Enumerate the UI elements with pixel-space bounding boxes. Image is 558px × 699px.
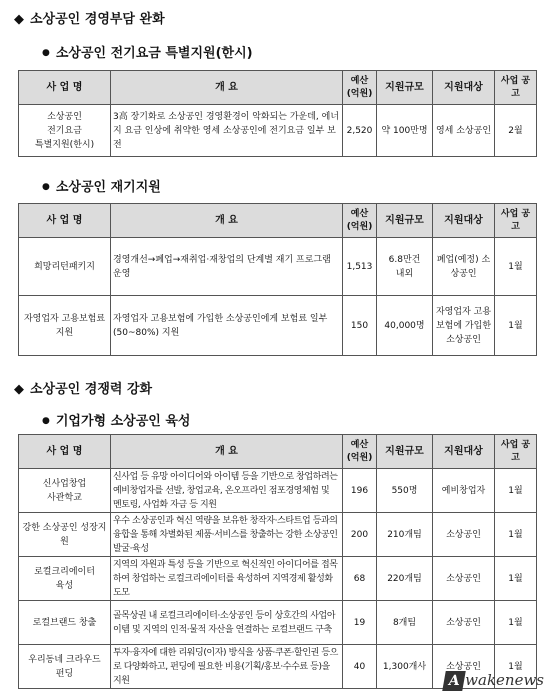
project-scale: 약 100만명: [377, 105, 433, 157]
section1-title: 소상공인 경영부담 완화: [30, 12, 165, 27]
project-notice: 1월: [495, 513, 537, 557]
col-header: 사 업 명: [19, 71, 111, 105]
project-scale: 40,000명: [377, 296, 433, 356]
diamond-bullet-icon: ◆: [14, 12, 24, 27]
project-notice: 1월: [495, 296, 537, 356]
col-header: 지원대상: [433, 435, 495, 469]
table-header-row: [19, 435, 537, 469]
project-budget: 200: [343, 513, 377, 557]
project-scale: 210개팀: [377, 513, 433, 557]
table-row: [19, 601, 537, 645]
section2-sub1-heading: [42, 410, 191, 429]
recovery-table: [18, 203, 537, 356]
project-budget: 2,520: [343, 105, 377, 157]
section1-sub2-title: 소상공인 재기지원: [55, 180, 161, 195]
col-header: 개 요: [111, 435, 343, 469]
project-scale: 220개팀: [377, 557, 433, 601]
project-budget: 196: [343, 469, 377, 513]
project-budget: 1,513: [343, 238, 377, 296]
project-target: 소상공인: [433, 557, 495, 601]
project-scale: 550명: [377, 469, 433, 513]
col-header: 사 업 명: [19, 204, 111, 238]
project-desc: 자영업자 고용보험에 가입한 소상공인에게 보험료 일부(50~80%) 지원: [111, 296, 343, 356]
section1-heading: [14, 8, 165, 27]
project-desc: 지역의 자원과 특성 등을 기반으로 혁신적인 아이디어를 접목하여 창업하는 로컬크리에이터를 육성하여 지역경제 활성화 도모: [111, 557, 343, 601]
table-row: [19, 469, 537, 513]
project-name: 강한 소상공인 성장지원: [19, 513, 111, 557]
section1-sub1-title: 소상공인 전기요금 특별지원(한시): [55, 46, 253, 61]
table-row: [19, 557, 537, 601]
project-name: 자영업자 고용보험료 지원: [19, 296, 111, 356]
project-target: 소상공인: [433, 645, 495, 689]
watermark-text: wakenews: [465, 671, 544, 689]
col-header: 개 요: [111, 71, 343, 105]
project-budget: 19: [343, 601, 377, 645]
col-header: 지원규모: [377, 204, 433, 238]
project-name: 우리동네 크라우드 펀딩: [19, 645, 111, 689]
section1-sub1-heading: [42, 42, 253, 61]
col-header: 예산 (억원): [343, 204, 377, 238]
project-notice: 1월: [495, 557, 537, 601]
project-scale: 6.8만건 내외: [377, 238, 433, 296]
table-header-row: [19, 204, 537, 238]
dot-bullet-icon: ●: [42, 182, 50, 192]
project-target: 폐업(예정) 소상공인: [433, 238, 495, 296]
project-name: 로컬크리에이터 육성: [19, 557, 111, 601]
project-name: 신사업창업 사관학교: [19, 469, 111, 513]
project-desc: 신사업 등 유망 아이디어와 아이템 등을 기반으로 창업하려는 예비창업자를 선발, 창업교육, 온오프라인 점포경영체험 및 멘토링, 사업화 자금 등 지원: [111, 469, 343, 513]
col-header: 사 업 명: [19, 435, 111, 469]
project-desc: 투자·융자에 대한 리워딩(이자) 방식을 상품·쿠폰·할인권 등으로 다양화하고, 펀딩에 필요한 비용(기획/홍보·수수료 등)을 지원: [111, 645, 343, 689]
table-row: [19, 238, 537, 296]
project-target: 소상공인: [433, 601, 495, 645]
project-desc: 골목상권 내 로컬크리에이터·소상공인 등이 상호간의 사업아이템 및 지역의 인적·물적 자산을 연결하는 로컬브랜드 구축: [111, 601, 343, 645]
col-header: 사업 공고: [495, 204, 537, 238]
project-desc: 우수 소상공인과 혁신 역량을 보유한 창작자·스타트업 등과의 융합을 통해 차별화된 제품·서비스를 창출하는 강한 소상공인 발굴·육성: [111, 513, 343, 557]
project-notice: 1월: [495, 645, 537, 689]
diamond-bullet-icon: ◆: [14, 382, 24, 397]
project-scale: 8개팀: [377, 601, 433, 645]
project-name: 희망리턴패키지: [19, 238, 111, 296]
table-row: [19, 105, 537, 157]
project-target: 영세 소상공인: [433, 105, 495, 157]
project-name: 로컬브랜드 창출: [19, 601, 111, 645]
project-notice: 1월: [495, 601, 537, 645]
section1-sub2-heading: [42, 176, 161, 195]
project-budget: 150: [343, 296, 377, 356]
section2-heading: [14, 378, 152, 397]
col-header: 지원대상: [433, 204, 495, 238]
project-desc: 3高 장기화로 소상공인 경영환경이 악화되는 가운데, 에너지 요금 인상에 취약한 영세 소상공인에 전기요금 일부 보전: [111, 105, 343, 157]
section2-title: 소상공인 경쟁력 강화: [30, 382, 153, 397]
col-header: 예산 (억원): [343, 71, 377, 105]
dot-bullet-icon: ●: [42, 416, 50, 426]
entrepreneur-table: [18, 434, 537, 689]
project-target: 소상공인: [433, 513, 495, 557]
project-target: 예비창업자: [433, 469, 495, 513]
awakenews-logo-icon: A: [442, 671, 466, 691]
table-header-row: [19, 71, 537, 105]
col-header: 지원규모: [377, 71, 433, 105]
watermark: [444, 671, 544, 691]
table-row: [19, 296, 537, 356]
project-budget: 40: [343, 645, 377, 689]
col-header: 지원대상: [433, 71, 495, 105]
col-header: 사업 공고: [495, 71, 537, 105]
project-notice: 2월: [495, 105, 537, 157]
project-desc: 경영개선→폐업→재취업·재창업의 단계별 재기 프로그램 운영: [111, 238, 343, 296]
project-notice: 1월: [495, 238, 537, 296]
col-header: 개 요: [111, 204, 343, 238]
project-budget: 68: [343, 557, 377, 601]
project-scale: 1,300개사: [377, 645, 433, 689]
dot-bullet-icon: ●: [42, 48, 50, 58]
table-row: [19, 513, 537, 557]
project-target: 자영업자 고용보험에 가입한 소상공인: [433, 296, 495, 356]
electricity-table: [18, 70, 537, 157]
col-header: 사업 공고: [495, 435, 537, 469]
project-notice: 1월: [495, 469, 537, 513]
col-header: 지원규모: [377, 435, 433, 469]
col-header: 예산 (억원): [343, 435, 377, 469]
project-name: 소상공인 전기요금 특별지원(한시): [19, 105, 111, 157]
section2-sub1-title: 기업가형 소상공인 육성: [55, 414, 191, 429]
